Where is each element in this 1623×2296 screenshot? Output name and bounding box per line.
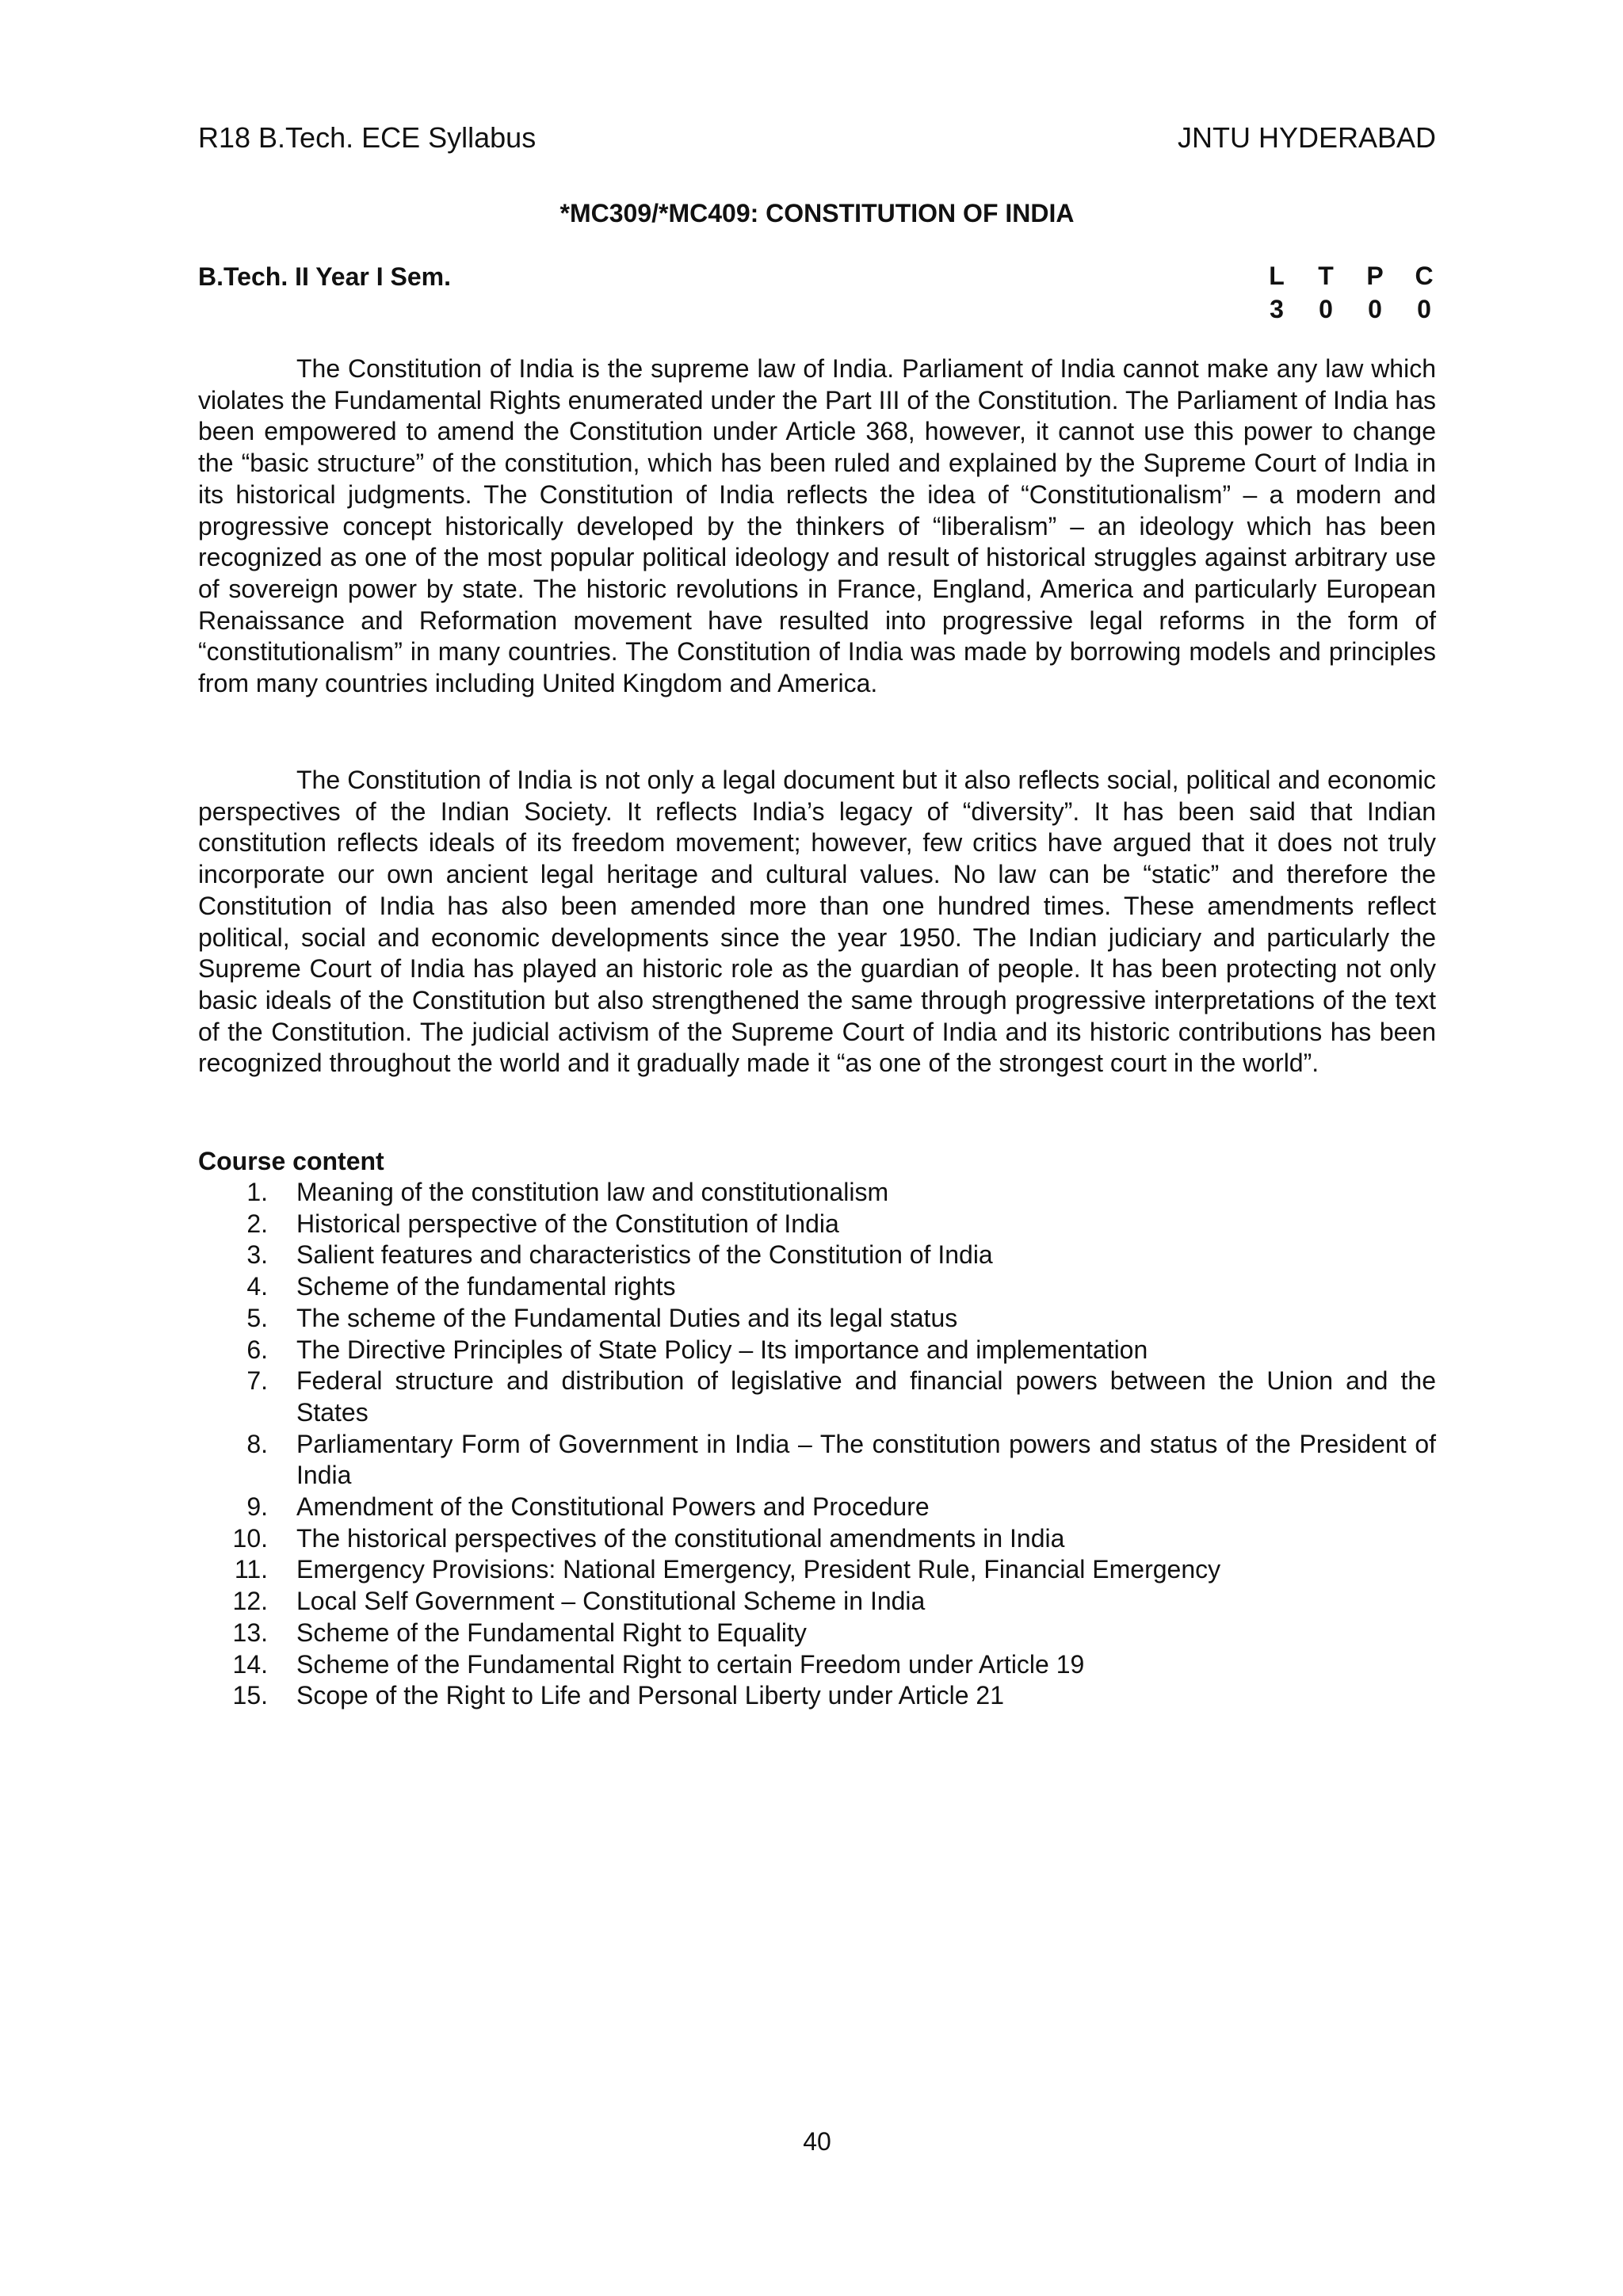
- ltpc-header: L: [1269, 262, 1285, 290]
- header-left: R18 B.Tech. ECE Syllabus: [198, 121, 537, 154]
- ltpc-table: [1265, 259, 1436, 326]
- list-item-number: 10.: [232, 1523, 268, 1553]
- list-item-text: Parliamentary Form of Government in India – The constitution powers and status of the President of India: [296, 1429, 1436, 1490]
- list-item: [198, 1429, 1436, 1492]
- list-item: [198, 1271, 1436, 1303]
- list-item-text: Scope of the Right to Life and Personal Liberty under Article 21: [296, 1681, 1004, 1710]
- list-item-text: Local Self Government – Constitutional Scheme in India: [296, 1587, 926, 1616]
- list-item-text: Salient features and characteristics of the Constitution of India: [296, 1240, 993, 1270]
- list-item: [198, 1618, 1436, 1649]
- page-number: 40: [803, 2127, 831, 2156]
- document-page: [198, 0, 1436, 2296]
- list-item: [198, 1649, 1436, 1681]
- semester-row: [198, 259, 1436, 330]
- course-content-heading: Course content: [198, 1147, 384, 1175]
- page-header: [198, 117, 1436, 159]
- list-item-number: 12.: [232, 1587, 268, 1616]
- ltpc-header: T: [1318, 262, 1334, 290]
- list-item-number: 9.: [246, 1492, 268, 1522]
- list-item: [198, 1523, 1436, 1555]
- list-item: [198, 1240, 1436, 1271]
- list-item-number: 8.: [246, 1429, 268, 1458]
- list-item: [198, 1366, 1436, 1428]
- list-item: [198, 1554, 1436, 1586]
- list-item-text: The scheme of the Fundamental Duties and its legal status: [296, 1303, 958, 1332]
- list-item-text: The historical perspectives of the constitutional amendments in India: [296, 1523, 1065, 1553]
- semester-label: B.Tech. II Year I Sem.: [198, 262, 451, 291]
- list-item: [198, 1335, 1436, 1366]
- list-item-text: Historical perspective of the Constitution of India: [296, 1209, 839, 1238]
- list-item: [198, 1177, 1436, 1209]
- course-title: *MC309/*MC409: CONSTITUTION OF INDIA: [559, 199, 1075, 227]
- list-item-number: 15.: [232, 1681, 268, 1710]
- ltpc-value: 0: [1368, 295, 1382, 323]
- ltpc-value-row: [1265, 292, 1436, 326]
- list-item: [198, 1586, 1436, 1618]
- list-item-text: Meaning of the constitution law and constitutionalism: [296, 1178, 889, 1206]
- list-item-number: 11.: [234, 1555, 268, 1584]
- list-item: [198, 1680, 1436, 1712]
- ltpc-header-row: [1265, 259, 1436, 292]
- list-item-number: 6.: [246, 1335, 268, 1364]
- list-item: [198, 1492, 1436, 1523]
- list-item-number: 1.: [246, 1178, 268, 1206]
- list-item-text: Scheme of the fundamental rights: [296, 1272, 676, 1301]
- ltpc-value: 3: [1270, 295, 1284, 323]
- intro-paragraph-1: The Constitution of India is the supreme law of India. Parliament of India cannot make any law which violates the Fundamental Rights enumerated under the Part III of the Constitution. The Parliament of India has been empowered to amend the Constitution under Article 368, however, it cannot use this power to change the “basic structure” of the constitution, which has been ruled and explained by the Supreme Court of India in its historical judgments. The Constitution of India reflects the idea of “Constitutionalism” – a modern and progressive concept historically developed by the thinkers of “liberalism” – an ideology which has been recognized as one of the most popular political ideology and result of historical struggles against arbitrary use of sovereign power by state. The historic revolutions in France, England, America and particularly European Renaissance and Reformation movement have resulted into progressive legal reforms in the form of “constitutionalism” in many countries. The Constitution of India was made by borrowing models and principles from many countries including United Kingdom and America.: [198, 354, 1436, 698]
- list-item: [198, 1303, 1436, 1335]
- ltpc-value: 0: [1319, 295, 1333, 323]
- list-item-number: 4.: [246, 1272, 268, 1301]
- header-right: JNTU HYDERABAD: [1177, 121, 1436, 154]
- list-item-text: The Directive Principles of State Policy – Its importance and implementation: [296, 1335, 1148, 1364]
- list-item-number: 2.: [246, 1209, 268, 1238]
- ltpc-header: P: [1366, 262, 1384, 290]
- course-content-list: [198, 1177, 1436, 1712]
- list-item-number: 3.: [246, 1240, 268, 1270]
- ltpc-value: 0: [1417, 295, 1431, 323]
- list-item-text: Emergency Provisions: National Emergency, President Rule, Financial Emergency: [296, 1555, 1221, 1584]
- list-item-number: 13.: [232, 1618, 268, 1647]
- list-item-number: 5.: [246, 1303, 268, 1332]
- list-item-number: 7.: [246, 1366, 268, 1396]
- ltpc-header: C: [1415, 262, 1434, 290]
- list-item-text: Federal structure and distribution of legislative and financial powers between the Union and the States: [296, 1366, 1436, 1427]
- list-item-text: Scheme of the Fundamental Right to Equality: [296, 1618, 807, 1647]
- intro-paragraph-2: The Constitution of India is not only a legal document but it also reflects social, political and economic perspectives of the Indian Society. It reflects India’s legacy of “diversity”. It has been said that Indian constitution reflects ideals of its freedom movement; however, few critics have argued that it does not truly incorporate our own ancient legal heritage and cultural values. No law can be “static” and therefore the Constitution of India has also been amended more than one hundred times. These amendments reflect political, social and economic developments since the year 1950. The Indian judiciary and particularly the Supreme Court of India has played an historic role as the guardian of people. It has been protecting not only basic ideals of the Constitution but also strengthened the same through progressive interpretations of the text of the Constitution. The judicial activism of the Supreme Court of India and its historic contributions has been recognized throughout the world and it gradually made it “as one of the strongest court in the world”.: [198, 766, 1436, 1078]
- list-item-number: 14.: [232, 1649, 268, 1679]
- list-item-text: Scheme of the Fundamental Right to certain Freedom under Article 19: [296, 1649, 1085, 1679]
- list-item-text: Amendment of the Constitutional Powers and Procedure: [296, 1492, 930, 1522]
- list-item: [198, 1209, 1436, 1240]
